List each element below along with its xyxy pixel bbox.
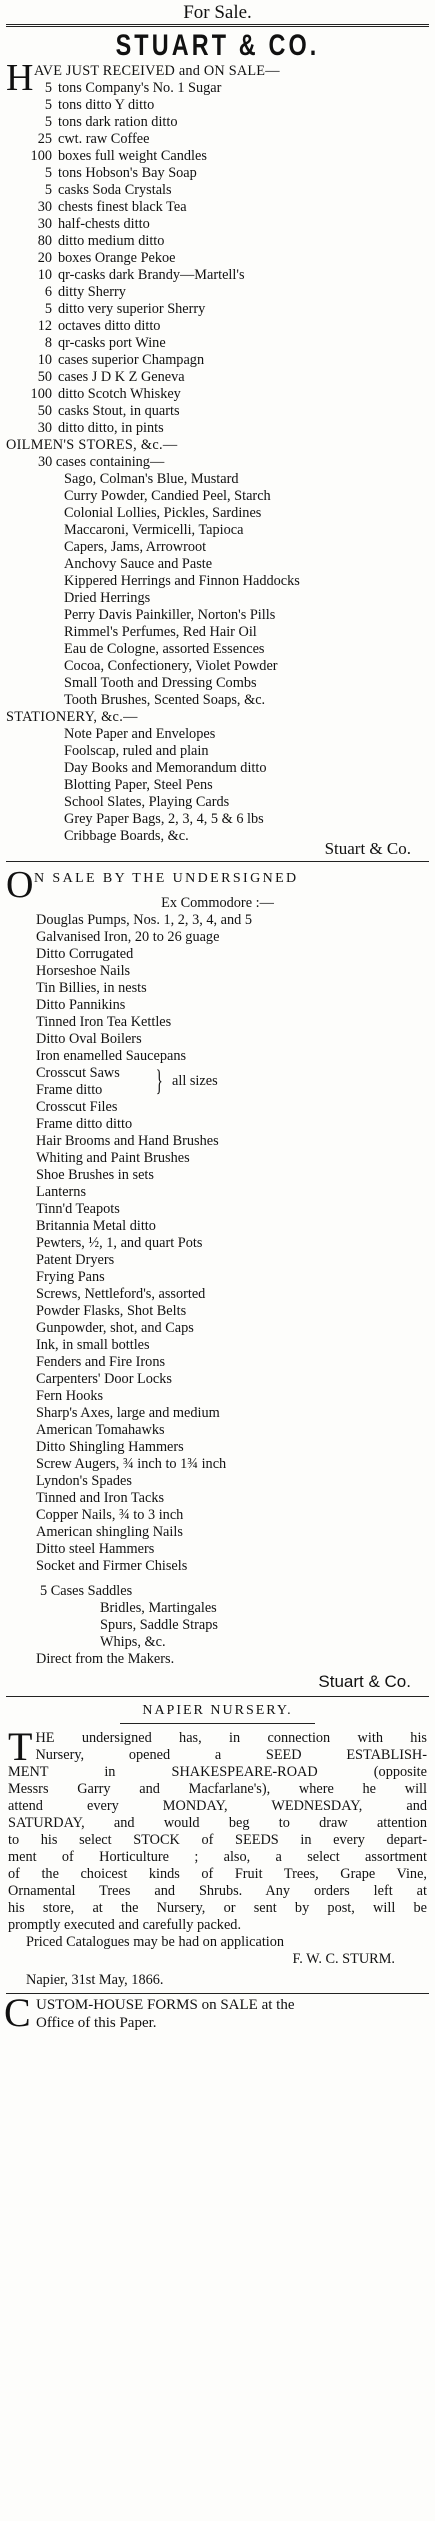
quantity: 50	[37, 403, 52, 419]
item-text: qr-casks dark Brandy—Martell's	[58, 267, 245, 283]
saddle-list	[0, 1600, 435, 1651]
list-item: Ditto steel Hammers	[36, 1541, 155, 1557]
quantity: 12	[37, 318, 52, 334]
quantity: 6	[44, 284, 52, 300]
list-item: Hair Brooms and Hand Brushes	[36, 1133, 219, 1149]
list-item: Whips, &c.	[100, 1634, 166, 1650]
oilmen-list	[0, 471, 435, 709]
item-text: octaves ditto ditto	[58, 318, 161, 334]
direct-line: Direct from the Makers.	[36, 1651, 175, 1667]
stuart-advertisement	[0, 29, 435, 861]
customs-line-2: Office of this Paper.	[36, 2015, 157, 2031]
list-item: Socket and Firmer Chisels	[36, 1558, 188, 1574]
separator	[6, 861, 429, 862]
quantity: 30	[37, 420, 52, 436]
item-text: boxes full weight Candles	[58, 148, 207, 164]
paragraph-line: to his select STOCK of SEEDS in every depart-	[8, 1832, 427, 1848]
quantity: 5	[44, 165, 52, 181]
signature: Stuart & Co.	[318, 1672, 411, 1691]
list-item: Ditto Corrugated	[36, 946, 134, 962]
list-item: Ditto Shingling Hammers	[36, 1439, 184, 1455]
list-item: Blotting Paper, Steel Pens	[64, 777, 213, 793]
goods-list	[0, 80, 435, 437]
list-item: Fenders and Fire Irons	[36, 1354, 166, 1370]
list-item: Grey Paper Bags, 2, 3, 4, 5 & 6 lbs	[64, 811, 264, 827]
nursery-title: NAPIER NURSERY.	[142, 1703, 293, 1718]
list-item: Ditto Pannikins	[36, 997, 126, 1013]
stationery-heading: STATIONERY, &c.—	[6, 709, 138, 725]
list-item: Foolscap, ruled and plain	[64, 743, 209, 759]
goods-item	[0, 420, 435, 437]
item-text: chests finest black Tea	[58, 199, 187, 215]
goods-item	[0, 318, 435, 335]
list-item: Horseshoe Nails	[36, 963, 131, 979]
customs-notice	[0, 1990, 435, 2035]
list-item: Kippered Herrings and Finnon Haddocks	[64, 573, 300, 589]
quantity: 5	[44, 97, 52, 113]
header-rule	[6, 24, 429, 27]
list-item: Maccaroni, Vermicelli, Tapioca	[64, 522, 244, 538]
paragraph-line: of the choicest kinds of Fruit Trees, Grape Vine,	[8, 1866, 427, 1882]
list-item: Sharp's Axes, large and medium	[36, 1405, 220, 1421]
item-text: ditty Sherry	[58, 284, 126, 300]
item-text: cases superior Champagn	[58, 352, 205, 368]
stationery-list	[0, 726, 435, 845]
item-text: qr-casks port Wine	[58, 335, 166, 351]
quantity: 30	[37, 199, 52, 215]
dropcap: O	[6, 864, 36, 906]
column-header: For Sale.	[183, 2, 252, 23]
item-text: cases J D K Z Geneva	[58, 369, 185, 385]
list-item: American shingling Nails	[36, 1524, 183, 1540]
item-text: tons dark ration ditto	[58, 114, 178, 130]
hardware-list-a	[0, 912, 435, 1065]
list-item: Crosscut Saws	[36, 1065, 120, 1081]
quantity: 8	[44, 335, 52, 351]
dropcap: T	[8, 1724, 33, 1769]
title-rule	[120, 1723, 315, 1724]
nursery-advertisement	[0, 1701, 435, 1989]
paragraph-line: SATURDAY, and would beg to draw attention	[8, 1815, 427, 1831]
goods-item	[0, 114, 435, 131]
list-item: Cocoa, Confectionery, Violet Powder	[64, 658, 278, 674]
list-item: Shoe Brushes in sets	[36, 1167, 154, 1183]
paragraph-line: HE undersigned has, in connection with his	[35, 1730, 427, 1746]
ex-commodore: Ex Commodore :—	[161, 895, 274, 911]
list-item: Frying Pans	[36, 1269, 105, 1285]
goods-item	[0, 403, 435, 420]
list-item: Powder Flasks, Shot Belts	[36, 1303, 187, 1319]
brace: }	[155, 1064, 163, 1097]
nursery-body	[0, 1724, 435, 1934]
item-text: ditto ditto, in pints	[58, 420, 164, 436]
quantity: 10	[37, 267, 52, 283]
quantity: 80	[37, 233, 52, 249]
item-text: casks Stout, in quarts	[58, 403, 180, 419]
goods-item	[0, 284, 435, 301]
ex-commodore-advertisement	[0, 864, 435, 1696]
goods-item	[0, 335, 435, 352]
list-item: Ink, in small bottles	[36, 1337, 150, 1353]
list-item: Tooth Brushes, Scented Soaps, &c.	[64, 692, 266, 708]
item-text: ditto medium ditto	[58, 233, 165, 249]
list-item: Anchovy Sauce and Paste	[64, 556, 213, 572]
quantity: 100	[30, 148, 52, 164]
list-item: Tin Billies, in nests	[36, 980, 147, 996]
goods-item	[0, 250, 435, 267]
list-item: Capers, Jams, Arrowroot	[64, 539, 207, 555]
quantity: 20	[37, 250, 52, 266]
list-item: Fern Hooks	[36, 1388, 104, 1404]
paragraph-line: promptly executed and carefully packed.	[8, 1917, 242, 1933]
list-item: Curry Powder, Candied Peel, Starch	[64, 488, 271, 504]
signature: Stuart & Co.	[324, 839, 411, 858]
list-item: Bridles, Martingales	[100, 1600, 217, 1616]
dropcap: H	[6, 57, 34, 99]
list-item: Galvanised Iron, 20 to 26 guage	[36, 929, 220, 945]
item-text: ditto very superior Sherry	[58, 301, 206, 317]
paragraph-line: Nursery, opened a SEED ESTABLISH-	[35, 1747, 427, 1763]
item-text: half-chests ditto	[58, 216, 150, 232]
paragraph-line: his store, at the Nursery, or sent by post, will be	[8, 1900, 427, 1916]
list-item: Rimmel's Perfumes, Red Hair Oil	[64, 624, 257, 640]
list-item: Screw Augers, ¾ inch to 1¾ inch	[36, 1456, 227, 1472]
quantity: 50	[37, 369, 52, 385]
saddles-intro: 5 Cases Saddles	[40, 1583, 133, 1599]
goods-item	[0, 131, 435, 148]
paragraph-line: Messrs Garry and Macfarlane's), where he will	[8, 1781, 427, 1797]
goods-item	[0, 301, 435, 318]
list-item: Ditto Oval Boilers	[36, 1031, 142, 1047]
list-item: Screws, Nettleford's, assorted	[36, 1286, 206, 1302]
goods-item	[0, 267, 435, 284]
separator	[6, 1696, 429, 1697]
goods-item	[0, 80, 435, 97]
list-item: Tinned Iron Tea Kettles	[36, 1014, 172, 1030]
item-text: tons ditto Y ditto	[58, 97, 155, 113]
dropcap: C	[4, 1990, 31, 2035]
paragraph-line: MENT in SHAKESPEARE-ROAD (opposite	[8, 1764, 427, 1780]
list-item: Iron enamelled Saucepans	[36, 1048, 187, 1064]
list-item: Gunpowder, shot, and Caps	[36, 1320, 194, 1336]
goods-item	[0, 369, 435, 386]
goods-item	[0, 148, 435, 165]
item-text: ditto Scotch Whiskey	[58, 386, 181, 402]
list-item: Spurs, Saddle Straps	[100, 1617, 218, 1633]
list-item: Douglas Pumps, Nos. 1, 2, 3, 4, and 5	[36, 912, 253, 928]
oilmen-heading: OILMEN'S STORES, &c.—	[6, 437, 178, 453]
list-item: Sago, Colman's Blue, Mustard	[64, 471, 239, 487]
goods-item	[0, 199, 435, 216]
list-item: American Tomahawks	[36, 1422, 165, 1438]
list-item: Britannia Metal ditto	[36, 1218, 156, 1234]
list-item: Whiting and Paint Brushes	[36, 1150, 190, 1166]
quantity: 5	[44, 301, 52, 317]
quantity: 10	[37, 352, 52, 368]
list-item: Copper Nails, ¾ to 3 inch	[36, 1507, 184, 1523]
goods-item	[0, 233, 435, 250]
hardware-list-b	[0, 1099, 435, 1575]
list-item: Patent Dryers	[36, 1252, 115, 1268]
quantity: 5	[44, 80, 52, 96]
saws-group	[0, 1065, 435, 1099]
separator	[6, 1993, 429, 1994]
item-text: cwt. raw Coffee	[58, 131, 150, 147]
list-item: Perry Davis Painkiller, Norton's Pills	[64, 607, 276, 623]
list-item: Frame ditto	[36, 1082, 103, 1098]
oilmen-intro: 30 cases containing—	[38, 454, 165, 470]
list-item: Carpenters' Door Locks	[36, 1371, 172, 1387]
list-item: Colonial Lollies, Pickles, Sardines	[64, 505, 262, 521]
list-item: Lyndon's Spades	[36, 1473, 132, 1489]
list-item: Note Paper and Envelopes	[64, 726, 216, 742]
firm-name: STUART & CO.	[115, 29, 320, 62]
list-item: Day Books and Memorandum ditto	[64, 760, 267, 776]
list-item: Eau de Cologne, assorted Essences	[64, 641, 265, 657]
quantity: 5	[44, 114, 52, 130]
list-item: Pewters, ½, 1, and quart Pots	[36, 1235, 203, 1251]
paragraph-line: attend every MONDAY, WEDNESDAY, and	[8, 1798, 427, 1814]
sale-title-text: N SALE BY THE UNDERSIGNED	[34, 871, 299, 886]
item-text: boxes Orange Pekoe	[58, 250, 176, 266]
quantity: 5	[44, 182, 52, 198]
goods-item	[0, 352, 435, 369]
list-item: Tinn'd Teapots	[36, 1201, 120, 1217]
list-item: Cribbage Boards, &c.	[64, 828, 189, 844]
goods-item	[0, 165, 435, 182]
quantity: 100	[30, 386, 52, 402]
list-item: Small Tooth and Dressing Combs	[64, 675, 257, 691]
list-item: Frame ditto ditto	[36, 1116, 133, 1132]
goods-item	[0, 97, 435, 114]
signer: F. W. C. STURM.	[292, 1951, 395, 1967]
quantity: 30	[37, 216, 52, 232]
customs-line-1: USTOM-HOUSE FORMS on SALE at the	[36, 1997, 295, 2013]
paragraph-line: ment of Horticulture ; also, a select assortment	[8, 1849, 427, 1865]
goods-item	[0, 386, 435, 403]
list-item: Dried Herrings	[64, 590, 151, 606]
item-text: tons Hobson's Bay Soap	[58, 165, 197, 181]
goods-item	[0, 216, 435, 233]
catalogues-line: Priced Catalogues may be had on application	[26, 1934, 285, 1950]
list-item: Lanterns	[36, 1184, 87, 1200]
list-item: Tinned and Iron Tacks	[36, 1490, 165, 1506]
quantity: 25	[37, 131, 52, 147]
dateline: Napier, 31st May, 1866.	[26, 1972, 164, 1988]
item-text: tons Company's No. 1 Sugar	[58, 80, 222, 96]
intro-text: AVE JUST RECEIVED and ON SALE—	[34, 63, 280, 79]
goods-item	[0, 182, 435, 199]
list-item: Crosscut Files	[36, 1099, 118, 1115]
item-text: casks Soda Crystals	[58, 182, 172, 198]
brace-note: all sizes	[172, 1073, 218, 1089]
list-item: School Slates, Playing Cards	[64, 794, 230, 810]
paragraph-line: Ornamental Trees and Shrubs. Any orders left at	[8, 1883, 427, 1899]
